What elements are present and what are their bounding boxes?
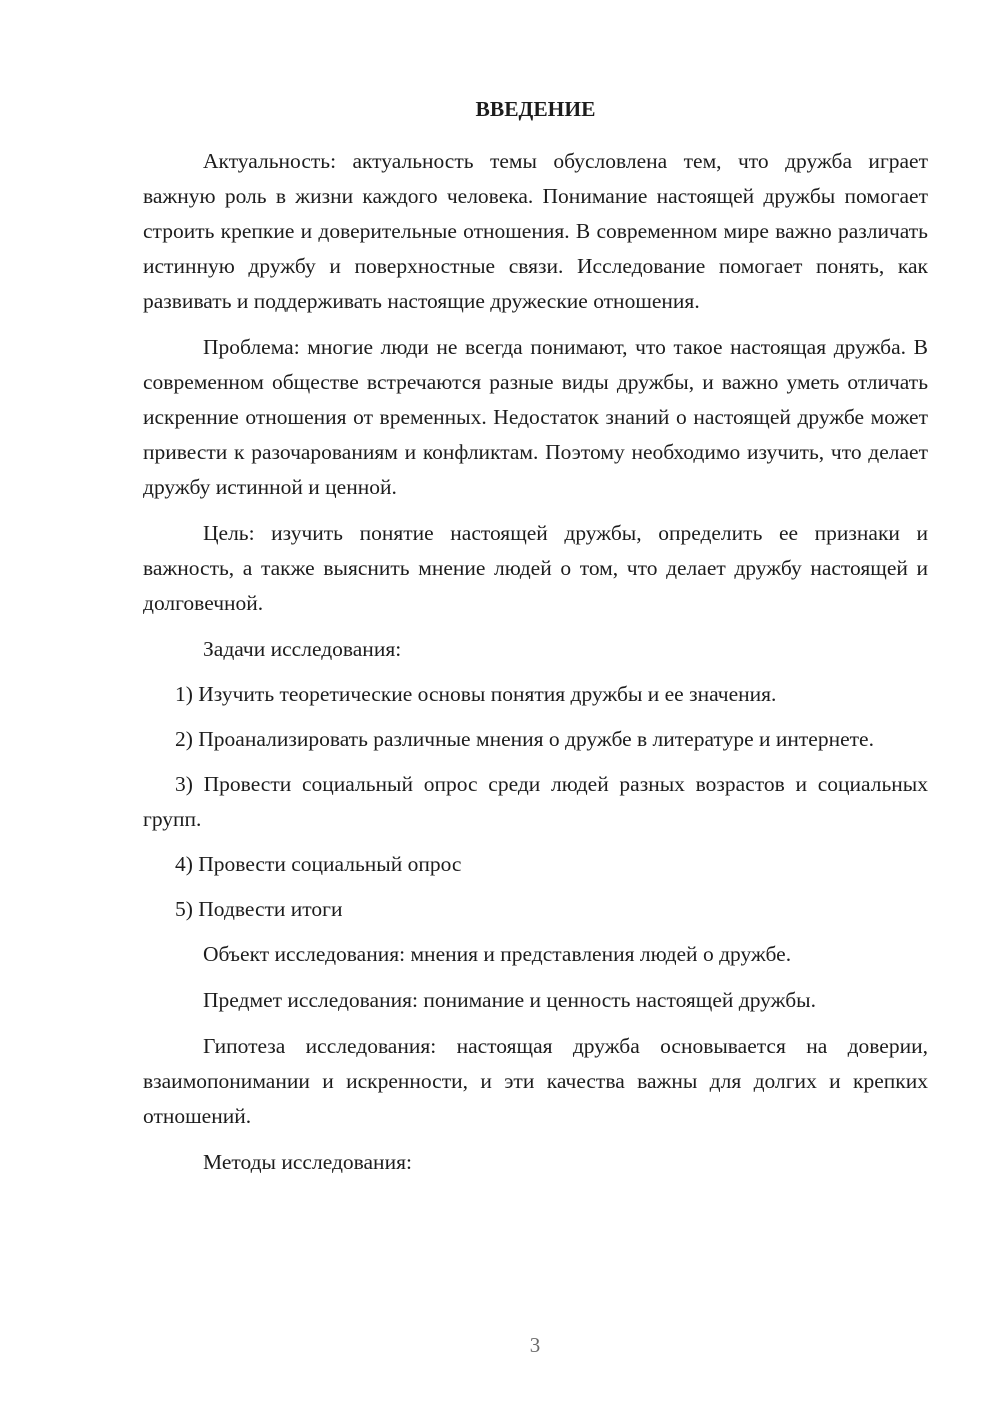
- methods-label: Методы исследования:: [203, 1150, 412, 1174]
- task-item-4: 4) Провести социальный опрос: [175, 852, 462, 876]
- task-item-2: 2) Проанализировать различные мнения о дружбе в литературе и интернете.: [175, 727, 874, 751]
- task-item-3: 3) Провести социальный опрос среди людей разных возрастов и социальных групп.: [143, 772, 928, 831]
- subject-paragraph: Предмет исследования: понимание и ценность настоящей дружбы.: [203, 988, 816, 1012]
- page-number: 3: [529, 1333, 541, 1357]
- task-item-5: 5) Подвести итоги: [175, 897, 343, 921]
- problem-paragraph: Проблема: многие люди не всегда понимают, что такое настоящая дружба. В современном обществе встречаются разные виды дружбы, и важно уметь отличать искренние отношения от временных. Недостаток знаний о настоящей дружбе может привести к разочарованиям и конфликтам. Поэтому необходимо изучить, что делает дружбу истинной и ценной.: [143, 335, 928, 499]
- task-item-1: 1) Изучить теоретические основы понятия дружбы и ее значения.: [175, 682, 777, 706]
- section-title: ВВЕДЕНИЕ: [475, 97, 596, 121]
- goal-paragraph: Цель: изучить понятие настоящей дружбы, определить ее признаки и важность, а также выяснить мнение людей о том, что делает дружбу настоящей и долговечной.: [143, 521, 928, 615]
- tasks-list: [143, 677, 928, 927]
- tasks-label: Задачи исследования:: [203, 637, 402, 661]
- document-page: [143, 92, 928, 1190]
- hypothesis-paragraph: Гипотеза исследования: настоящая дружба основывается на доверии, взаимопонимании и искренности, и эти качества важны для долгих и крепких отношений.: [143, 1034, 928, 1128]
- object-paragraph: Объект исследования: мнения и представления людей о дружбе.: [203, 942, 792, 966]
- relevance-paragraph: Актуальность: актуальность темы обусловлена тем, что дружба играет важную роль в жизни каждого человека. Понимание настоящей дружбы помогает строить крепкие и доверительные отношения. В современном мире важно различать истинную дружбу и поверхностные связи. Исследование помогает понять, как развивать и поддерживать настоящие дружеские отношения.: [143, 149, 928, 313]
